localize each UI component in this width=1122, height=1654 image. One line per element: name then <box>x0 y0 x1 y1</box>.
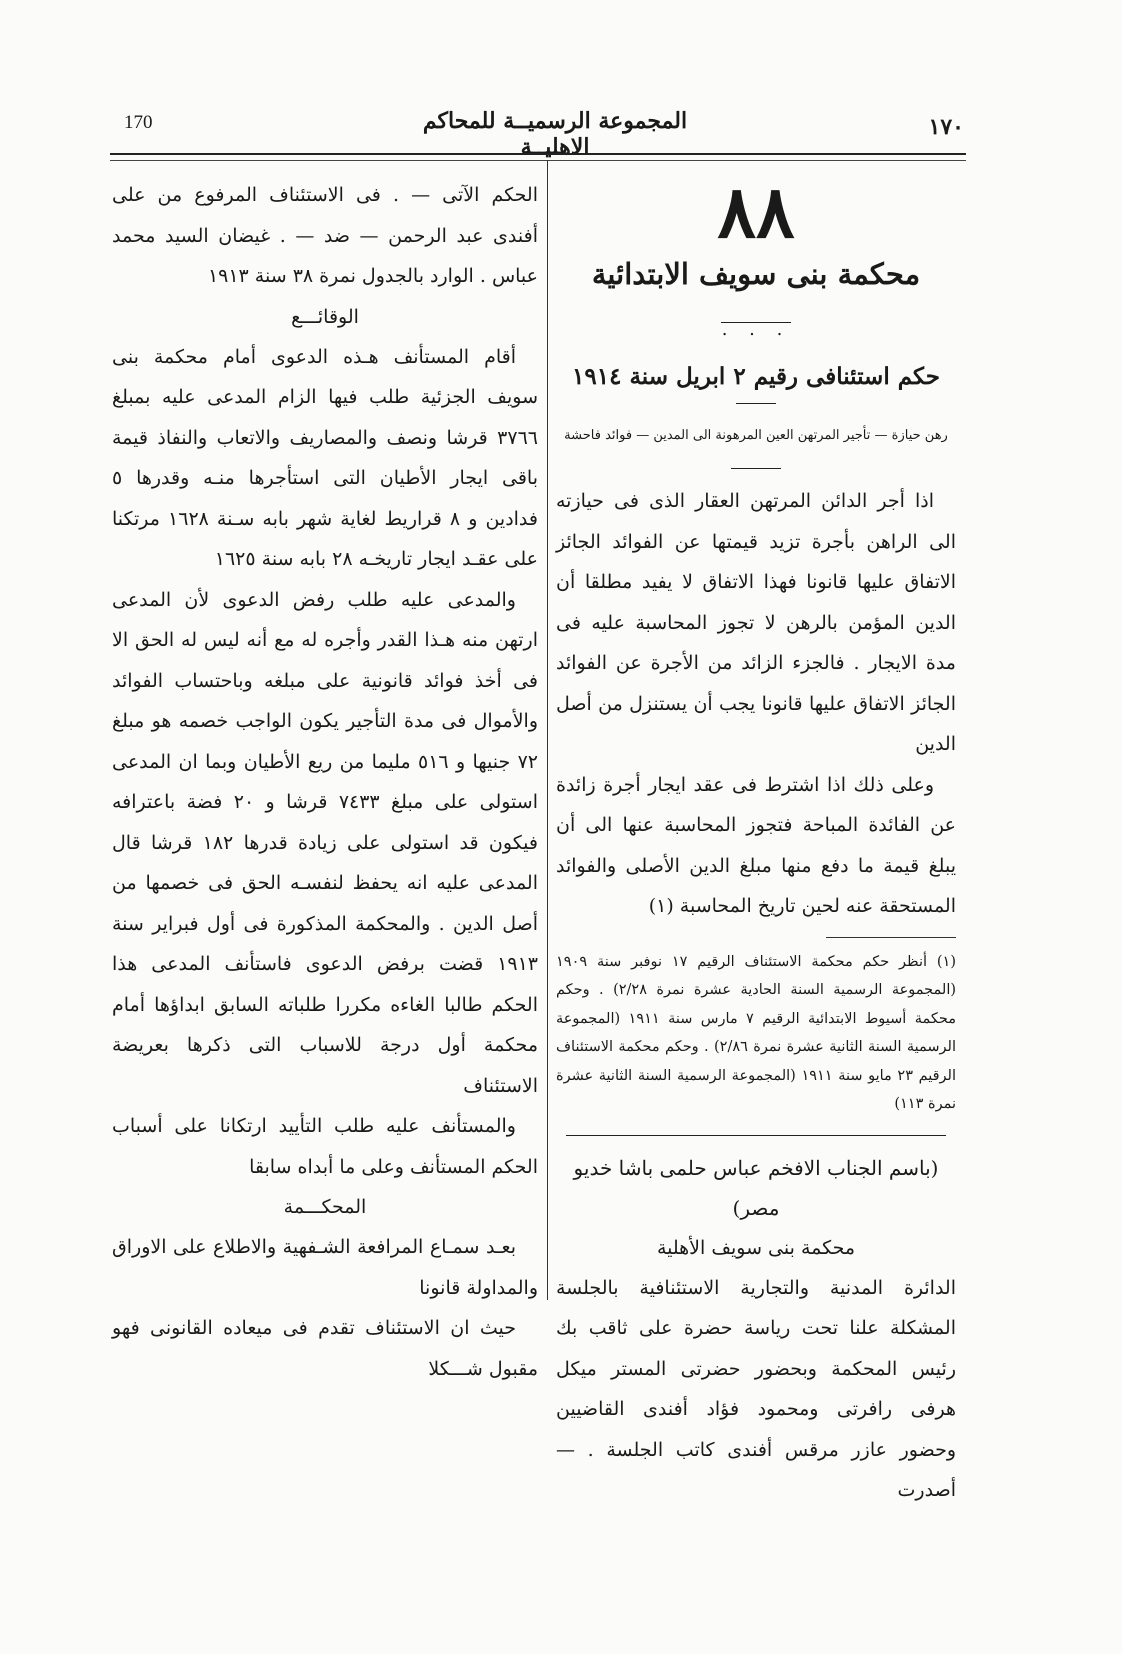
left-column <box>112 175 538 1389</box>
keywords: رهن حيازة — تأجير المرتهن العين المرهونة الى المدين — فوائد فاحشة <box>564 428 948 443</box>
intro-paragraph: الحكم الآتى — . فى الاستئناف المرفوع من على أفندى عبد الرحمن — ضد — . غيضان السيد محمد عباس . الوارد بالجدول نمرة ٣٨ سنة ١٩١٣ <box>112 184 538 287</box>
column-divider <box>547 160 548 1300</box>
court-heading: محكمة بنى سويف الأهلية <box>656 1236 856 1259</box>
header-rule <box>110 153 966 161</box>
facts-heading: الوقائـــع <box>291 305 359 328</box>
closing-paragraph: الدائرة المدنية والتجارية الاستئنافية بالجلسة المشكلة علنا تحت رياسة حضرة على ثاقب بك رئيس المحكمة وبحضور حضرتى المستر ميكل هرفى رافرتى ومحمود فؤاد أفندى القاضيين وحضور عازر مرقس أفندى كاتب الجلسة . — أصدرت <box>556 1276 956 1501</box>
facts-paragraph: والمدعى عليه طلب رفض الدعوى لأن المدعى ارتهن منه هـذا القدر وأجره له مع أنه ليس له الحق الا فى أخذ فوائد قانونية على مبلغه وباحتساب الفوائد والأموال فى مدة التأجير يكون الواجب خصمه هو مبلغ ٧٢ جنيها و ٥١٦ مليما من ريع الأطيان وبما ان المدعى استولى على مبلغ ٧٤٣٣ قرشا و ٢٠ فضة باعترافه فيكون قد استولى على زيادة قدرها ١٨٢ قرشا قال المدعى عليه انه يحفظ لنفسـه الحق فى خصمها من أصل الدين . والمحكمة المذكورة فى أول فبراير سنة ١٩١٣ قضت برفض الدعوى فاستأنف المدعى هذا الحكم طالبا الغاءه مكررا طلباته السابق ابداؤها أمام محكمة أول درجة للاسباب التى ذكرها بعريضة الاستئناف <box>112 588 538 1097</box>
judgment-title: حكم استئنافى رقيم ٢ ابريل سنة ١٩١٤ <box>572 363 940 390</box>
court-section-heading: المحكـــمة <box>283 1196 367 1218</box>
page-number-latin: 170 <box>124 112 153 133</box>
page-number-arabic: ١٧٠ <box>928 114 964 140</box>
section-rule <box>566 1135 946 1136</box>
footnote-rule <box>826 937 956 938</box>
running-head: المجموعة الرسميــة للمحاكم الاهليــة <box>422 108 688 160</box>
court-paragraph: حيث ان الاستئناف تقدم فى ميعاده القانونى فهو مقبول شـــكلا <box>112 1317 538 1380</box>
page-header <box>110 108 970 160</box>
principle-paragraph: اذا أجر الدائن المرتهن العقار الذى فى حيازته الى الراهن بأجرة تزيد قيمتها عن الفوائد الجائز الاتفاق عليها قانونا فهذا الاتفاق لا يفيد مطلقا أن الدين المؤمن بالرهن لا تجوز المحاسبة عليه فى مدة الايجار . فالجزء الزائد من الأجرة عن الفوائد الجائز الاتفاق عليها قانونا يجب أن يستنزل من أصل الدين <box>556 490 956 755</box>
footnote: (١) أنظر حكم محكمة الاستئناف الرقيم ١٧ نوفبر سنة ١٩٠٩ (المجموعة الرسمية السنة الحادية عشرة نمرة ٢/٢٨) . وحكم محكمة أسيوط الابتدائية الرقيم ٧ مارس سنة ١٩١١ (المجموعة الرسمية السنة الثانية عشرة نمرة ٢/٨٦) . وحكم محكمة الاستئناف الرقيم ٢٣ مايو سنة ١٩١١ (المجموعة الرسمية السنة الثانية عشرة نمرة ١١٣) <box>556 953 957 1112</box>
facts-paragraph: والمستأنف عليه طلب التأييد ارتكانا على أسباب الحكم المستأنف وعلى ما أبداه سابقا <box>112 1115 538 1178</box>
court-name: محكمة بنى سويف الابتدائية <box>591 257 921 291</box>
royal-heading: (باسم الجناب الافخم عباس حلمى باشا خديو مصر) <box>573 1155 939 1220</box>
right-column <box>556 169 957 1511</box>
principle-paragraph: وعلى ذلك اذا اشترط فى عقد ايجار أجرة زائدة عن الفائدة المباحة فتجوز المحاسبة عنها الى أن يبلغ قيمة ما دفع منها مبلغ الدين الأصلى والفوائد المستحقة عنه لحين تاريخ المحاسبة (١) <box>556 773 956 917</box>
ornament-dots: . . . <box>721 319 791 340</box>
facts-paragraph: أقام المستأنف هـذه الدعوى أمام محكمة بنى سويف الجزئية طلب فيها الزام المدعى عليه بمبلغ ٣٧٦٦ قرشا ونصف والمصاريف والاتعاب والنفاذ قيمة باقى ايجار الأطيان التى استأجرها منـه وقدرها ٥ فدادين و ٨ قراريط لغاية شهر بابه سـنة ١٦٢٨ مرتكنا على عقـد ايجار تاريخـه ٢٨ بابه سنة ١٦٢٥ <box>112 345 538 570</box>
court-paragraph: بعـد سمـاع المرافعة الشـفهية والاطلاع على الاوراق والمداولة قانونا <box>112 1236 538 1299</box>
case-number: ٨٨ <box>717 169 795 254</box>
